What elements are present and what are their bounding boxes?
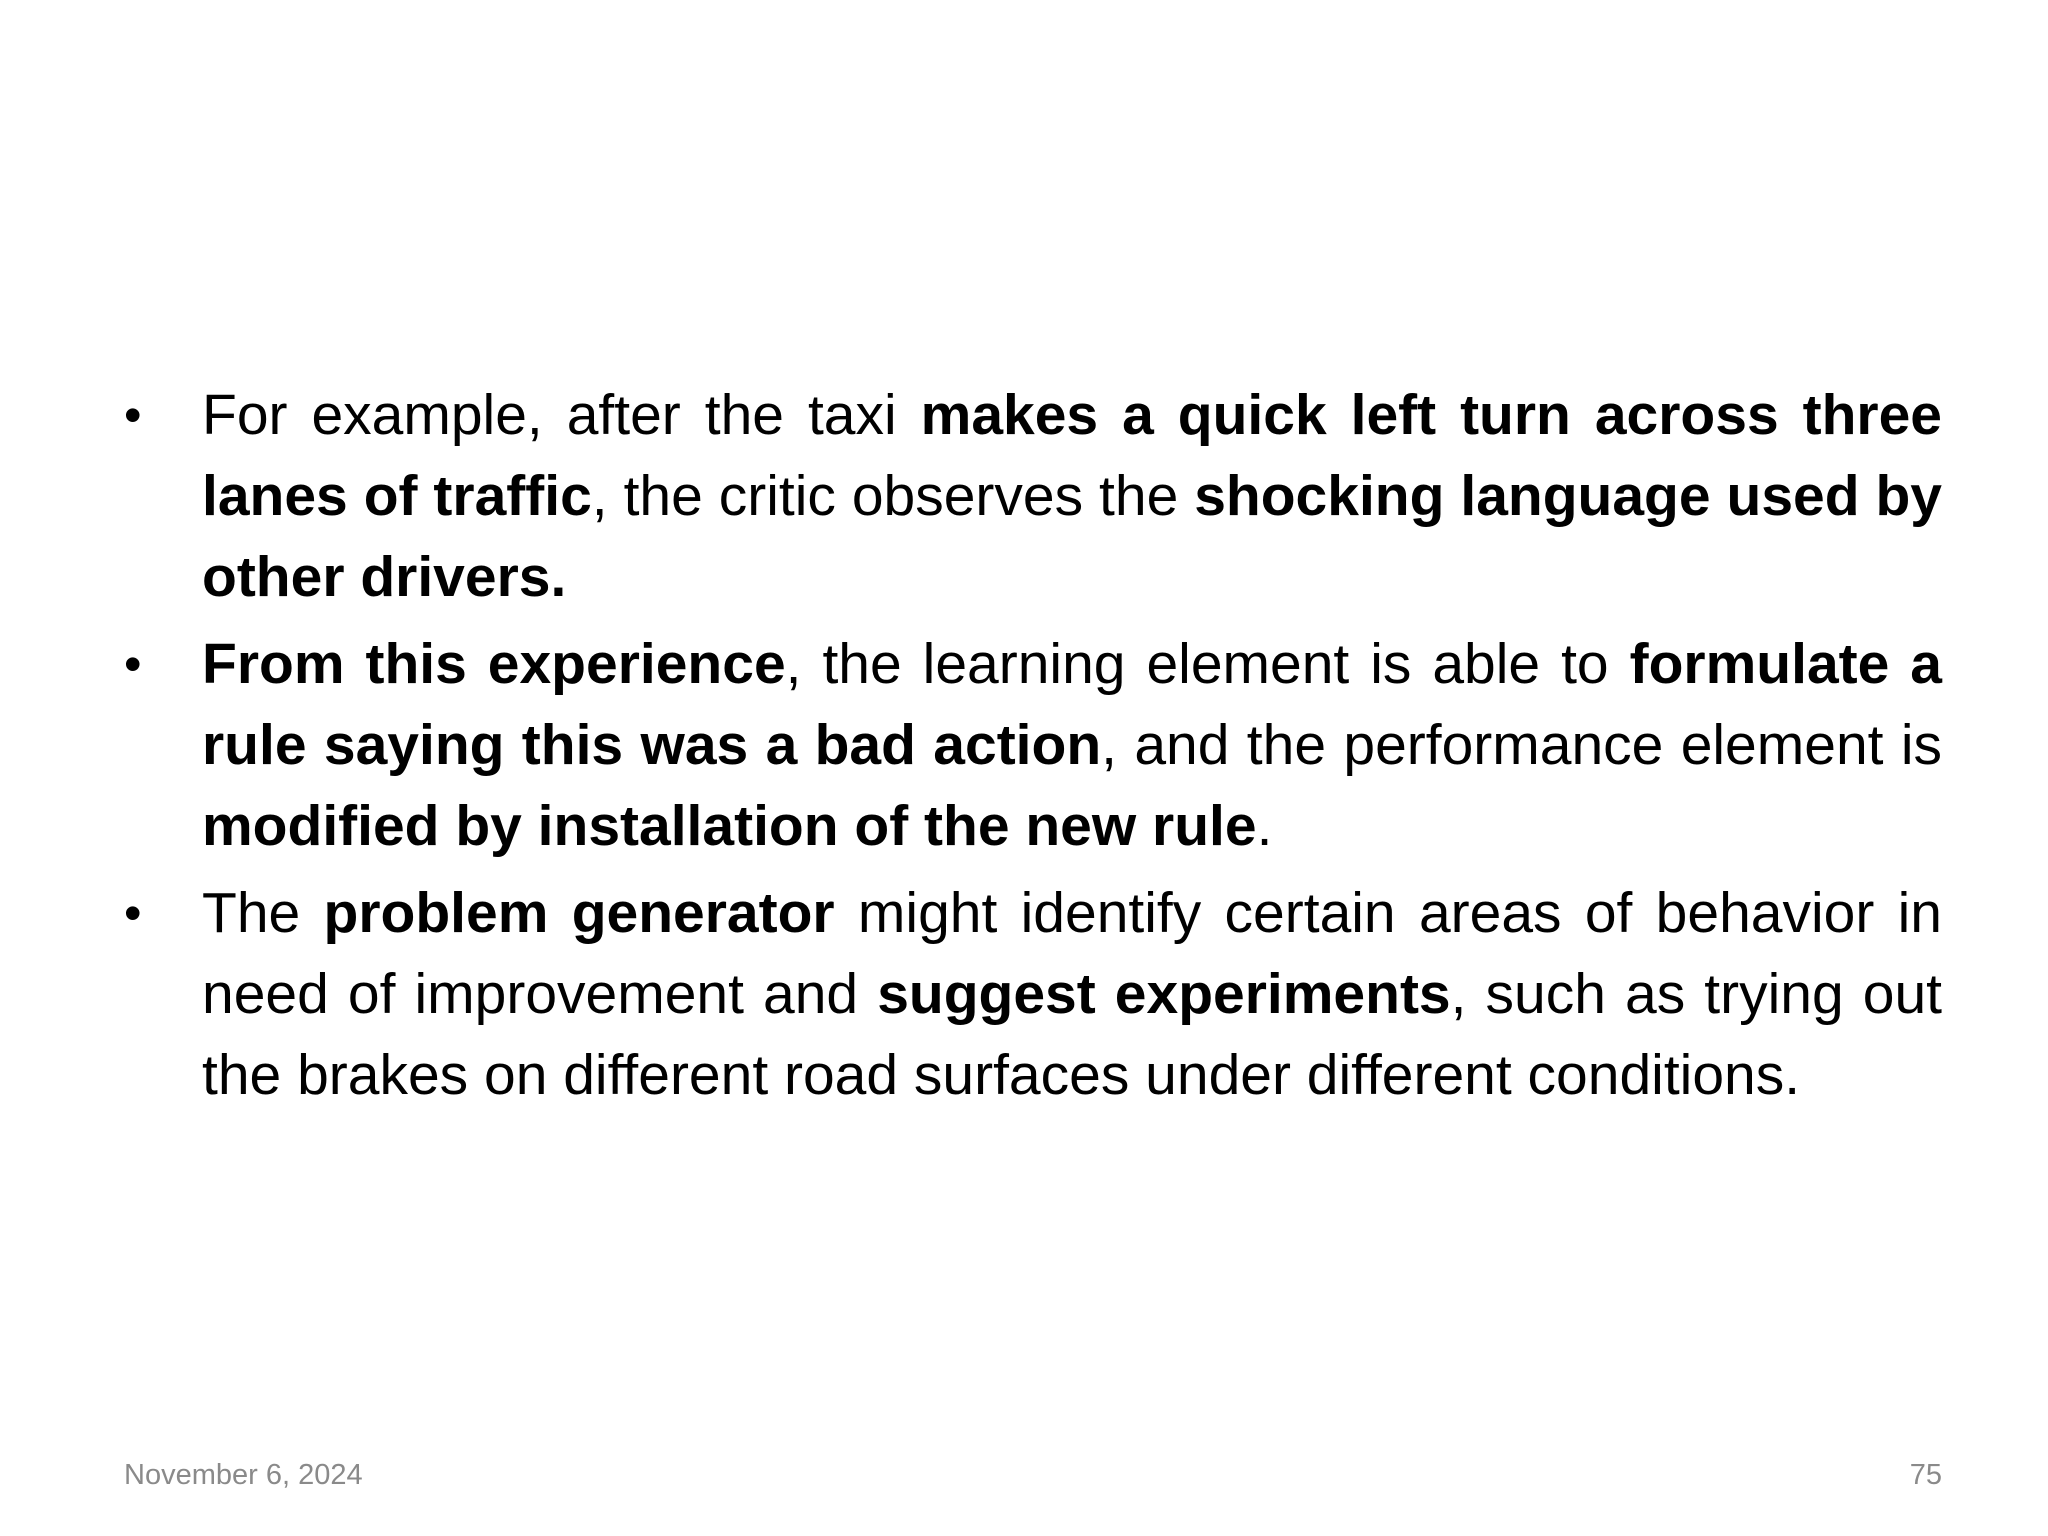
bullet-text-emphasis: makes a quick left turn across three lanes of traffic bbox=[202, 383, 1943, 528]
bullet-text-emphasis: formulate a rule saying this was a bad action bbox=[202, 632, 1943, 777]
bullet-item bbox=[124, 624, 1942, 867]
bullet-text-segment: , the critic observes the bbox=[591, 464, 1195, 528]
bullet-text-segment: , the learning element is able to bbox=[785, 632, 1630, 696]
bullet-marker: • bbox=[124, 387, 142, 443]
bullet-item bbox=[124, 873, 1942, 1116]
bullet-list bbox=[124, 375, 1942, 1116]
bullet-text-emphasis: problem generator bbox=[323, 881, 835, 945]
slide-body bbox=[124, 375, 1942, 1122]
footer-date: November 6, 2024 bbox=[124, 1459, 363, 1491]
bullet-text-segment: The bbox=[202, 881, 324, 945]
bullet-text-segment: For example, after the taxi bbox=[202, 383, 921, 447]
bullet-text-emphasis: modified by installation of the new rule bbox=[202, 794, 1257, 858]
bullet-marker: • bbox=[124, 885, 142, 941]
bullet-item bbox=[124, 375, 1942, 618]
bullet-text-segment: . bbox=[1256, 794, 1273, 858]
bullet-text-emphasis: suggest experiments bbox=[877, 962, 1451, 1026]
bullet-text-segment: might identify certain areas of behavior in need of improvement and bbox=[202, 881, 1943, 1026]
bullet-text-segment: , and the performance element is bbox=[1101, 713, 1942, 777]
bullet-text-segment: , such as trying out the brakes on different road surfaces under different conditions. bbox=[202, 962, 1942, 1107]
bullet-marker: • bbox=[124, 636, 142, 692]
bullet-text-emphasis: From this experience bbox=[202, 632, 786, 696]
bullet-text-emphasis: shocking language used by other drivers. bbox=[202, 464, 1942, 609]
page-number: 75 bbox=[1909, 1459, 1942, 1491]
